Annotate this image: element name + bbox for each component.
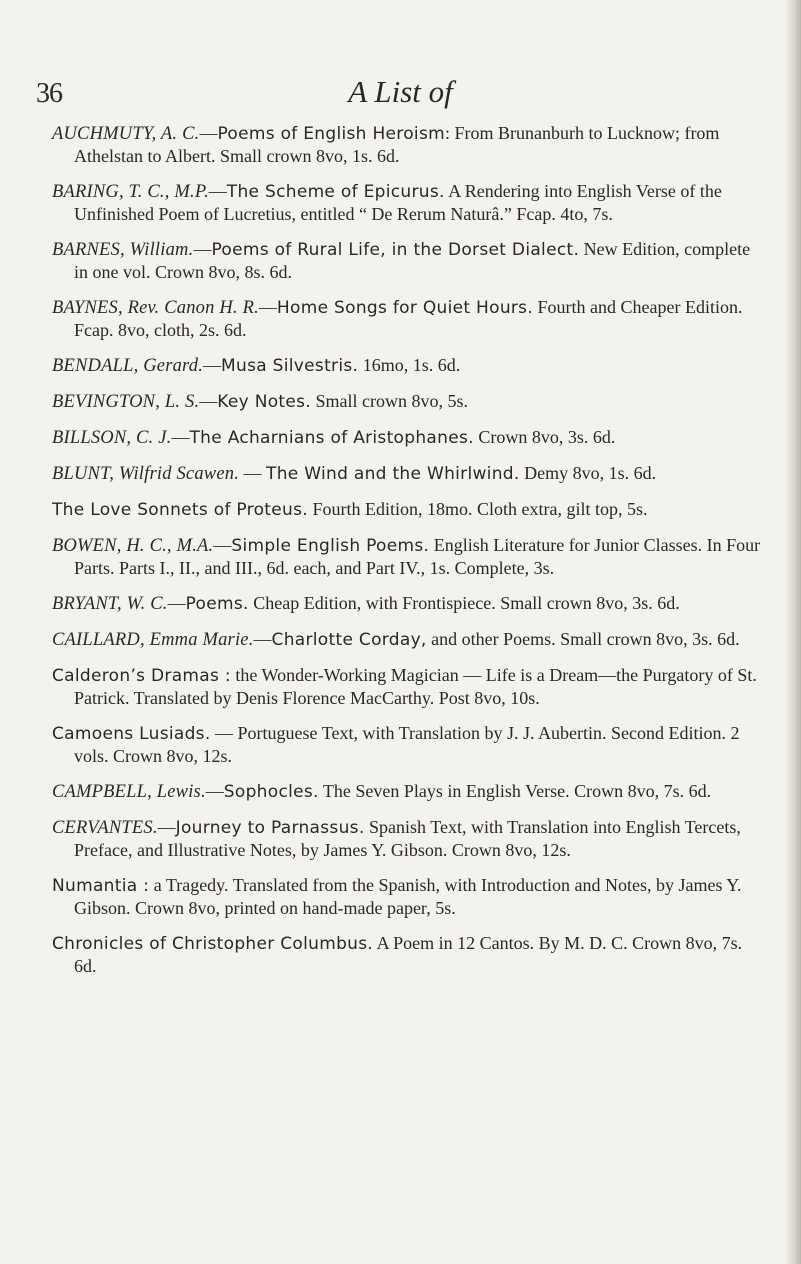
entry-work-title: Numantia : (52, 876, 150, 896)
entry-details: Fourth and Cheaper Edition. Fcap. 8vo, cloth, 2s. 6d. (74, 297, 743, 340)
entry-work-title: Poems of English Heroism (217, 124, 445, 144)
entry-author: AUCHMUTY, A. C. (52, 124, 200, 144)
entry-author: BLUNT, Wilfrid Scawen. (52, 464, 240, 484)
entry-details: Cheap Edition, with Frontispiece. Small crown 8vo, 3s. 6d. (248, 593, 680, 613)
entry-work-title: Simple English Poems. (231, 536, 430, 556)
catalogue-entry (52, 932, 764, 977)
entry-details: A Rendering into English Verse of the Unfinished Poem of Lucretius, entitled “ De Rerum Naturâ.” Fcap. 4to, 7s. (74, 181, 722, 224)
catalogue-entry (52, 354, 764, 377)
entry-author: BENDALL, Gerard. (52, 356, 204, 376)
entry-separator: — (199, 123, 218, 143)
entry-work-title: Home Songs for Quiet Hours. (276, 298, 534, 318)
entry-work-title: Sophocles. (223, 782, 319, 802)
entry-details: New Edition, complete in one vol. Crown 8vo, 8s. 6d. (74, 239, 751, 282)
entry-separator: — (193, 239, 212, 259)
entry-author: BILLSON, C. J. (52, 428, 172, 448)
catalogue-entry (52, 816, 764, 861)
entry-author: BRYANT, W. C. (52, 594, 168, 614)
catalogue-list (52, 122, 764, 990)
page-header (0, 74, 801, 114)
entry-details: — Portuguese Text, with Translation by J. J. Aubertin. Second Edition. 2 vols. Crown 8vo, 12s. (74, 723, 740, 766)
entry-separator: — (258, 297, 277, 317)
entry-work-title: Key Notes. (217, 392, 312, 412)
entry-separator: — (167, 593, 186, 613)
entry-work-title: The Wind and the Whirlwind. (266, 464, 520, 484)
entry-work-title: Journey to Parnassus. (175, 818, 365, 838)
entry-details: Demy 8vo, 1s. 6d. (519, 463, 657, 483)
entry-author: CAMPBELL, Lewis. (52, 782, 206, 802)
entry-author: BARING, T. C., M.P. (52, 182, 209, 202)
entry-details: Small crown 8vo, 5s. (311, 391, 469, 411)
entry-details: The Seven Plays in English Verse. Crown 8vo, 7s. 6d. (318, 781, 712, 801)
entry-details: Fourth Edition, 18mo. Cloth extra, gilt top, 5s. (307, 499, 648, 519)
catalogue-entry (52, 874, 764, 919)
catalogue-entry (52, 426, 764, 449)
catalogue-entry (52, 534, 764, 579)
page-number: 36 (36, 78, 62, 109)
entry-details: the Wonder-Working Magician — Life is a Dream—the Purgatory of St. Patrick. Translated by Denis Florence MacCarthy. Post 8vo, 10s. (74, 665, 757, 708)
entry-separator: — (208, 181, 227, 201)
entry-details: a Tragedy. Translated from the Spanish, with Introduction and Notes, by James Y. Gibson. Crown 8vo, printed on hand-made paper, 5s. (74, 875, 742, 918)
entry-author: BAYNES, Rev. Canon H. R. (52, 298, 259, 318)
entry-details: and other Poems. Small crown 8vo, 3s. 6d. (426, 629, 740, 649)
catalogue-entry (52, 180, 764, 225)
entry-work-title: Charlotte Corday, (271, 630, 427, 650)
entry-work-title: The Acharnians of Aristophanes. (189, 428, 474, 448)
entry-details: English Literature for Junior Classes. In Four Parts. Parts I., II., and III., 6d. each, and Part IV., 1s. Complete, 3s. (74, 535, 761, 578)
entry-work-title: The Scheme of Epicurus. (226, 182, 445, 202)
entry-work-title: Musa Silvestris. (221, 356, 359, 376)
catalogue-entry (52, 296, 764, 341)
entry-author: BARNES, William. (52, 240, 194, 260)
catalogue-entry (52, 122, 764, 167)
entry-details: 16mo, 1s. 6d. (358, 355, 461, 375)
catalogue-entry (52, 780, 764, 803)
entry-details: A Poem in 12 Cantos. By M. D. C. Crown 8vo, 7s. 6d. (74, 933, 743, 976)
entry-work-title: Camoens Lusiads. (52, 724, 211, 744)
entry-author: BEVINGTON, L. S. (52, 392, 200, 412)
page-edge-shadow (785, 0, 801, 1264)
entry-separator: — (239, 463, 267, 483)
catalogue-entry (52, 498, 764, 521)
entry-separator: — (205, 781, 224, 801)
running-title: A List of (348, 74, 453, 109)
entry-author: CAILLARD, Emma Marie. (52, 630, 254, 650)
entry-separator: — (199, 391, 218, 411)
entry-details: Spanish Text, with Translation into English Tercets, Preface, and Illustrative Notes, by James Y. Gibson. Crown 8vo, 12s. (74, 817, 741, 860)
entry-details: Crown 8vo, 3s. 6d. (473, 427, 616, 447)
entry-separator: — (213, 535, 232, 555)
catalogue-entry (52, 462, 764, 485)
catalogue-entry (52, 390, 764, 413)
entry-work-title: Poems of Rural Life, in the Dorset Dialect. (211, 240, 580, 260)
entry-details: : From Brunanburh to Lucknow; from Athelstan to Albert. Small crown 8vo, 1s. 6d. (74, 123, 720, 166)
catalogue-entry (52, 722, 764, 767)
entry-separator: — (203, 355, 222, 375)
entry-separator: — (171, 427, 190, 447)
catalogue-entry (52, 664, 764, 709)
entry-separator: — (157, 817, 176, 837)
catalogue-entry (52, 628, 764, 651)
entry-work-title: The Love Sonnets of Proteus. (52, 500, 308, 520)
catalogue-entry (52, 238, 764, 283)
entry-work-title: Chronicles of Christopher Columbus. (52, 934, 374, 954)
entry-author: CERVANTES. (52, 818, 158, 838)
catalogue-entry (52, 592, 764, 615)
entry-separator: — (253, 629, 272, 649)
entry-work-title: Calderon’s Dramas : (52, 666, 231, 686)
entry-work-title: Poems. (185, 594, 249, 614)
entry-author: BOWEN, H. C., M.A. (52, 536, 214, 556)
